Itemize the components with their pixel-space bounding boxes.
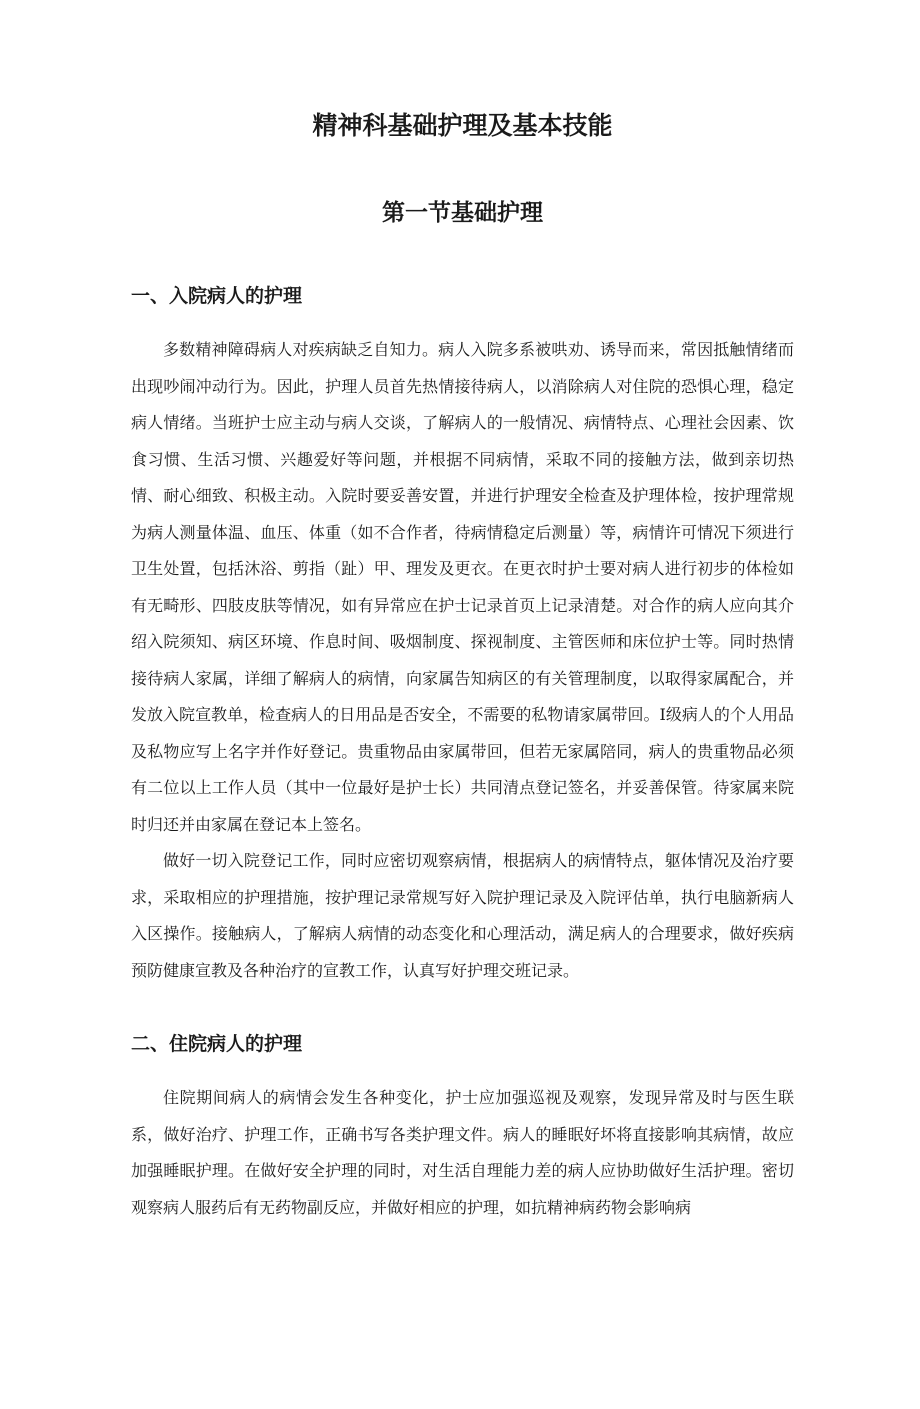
paragraph: 住院期间病人的病情会发生各种变化，护士应加强巡视及观察，发现异常及时与医生联系，做好治疗、护理工作，正确书写各类护理文件。病人的睡眠好坏将直接影响其病情，故应加强睡眠护理。在做好安全护理的同时，对生活自理能力差的病人应协助做好生活护理。密切观察病人服药后有无药物副反应，并做好相应的护理，如抗精神病药物会影响病 [131, 1088, 794, 1217]
heading-inpatient-care: 二、住院病人的护理 [131, 1033, 303, 1055]
heading-admission-care: 一、入院病人的护理 [131, 285, 303, 307]
paragraph: 做好一切入院登记工作，同时应密切观察病情，根据病人的病情特点，躯体情况及治疗要求，采取相应的护理措施，按护理记录常规写好入院护理记录及入院评估单，执行电脑新病人入区操作。接触病人，了解病人病情的动态变化和心理活动，满足病人的合理要求，做好疾病预防健康宣教及各种治疗的宣教工作，认真写好护理交班记录。 [131, 851, 794, 980]
document-title: 精神科基础护理及基本技能 [312, 111, 613, 140]
document-page [0, 108, 920, 1409]
paragraph: 多数精神障碍病人对疾病缺乏自知力。病人入院多系被哄劝、诱导而来，常因抵触情绪而出现吵闹冲动行为。因此，护理人员首先热情接待病人，以消除病人对住院的恐惧心理，稳定病人情绪。当班护士应主动与病人交谈，了解病人的一般情况、病情特点、心理社会因素、饮食习惯、生活习惯、兴趣爱好等问题，并根据不同病情，采取不同的接触方法，做到亲切热情、耐心细致、积极主动。入院时要妥善安置，并进行护理安全检查及护理体检，按护理常规为病人测量体温、血压、体重（如不合作者，待病情稳定后测量）等，病情许可情况下须进行卫生处置，包括沐浴、剪指（趾）甲、理发及更衣。在更衣时护士要对病人进行初步的体检如有无畸形、四肢皮肤等情况，如有异常应在护士记录首页上记录清楚。对合作的病人应向其介绍入院须知、病区环境、作息时间、吸烟制度、探视制度、主管医师和床位护士等。同时热情接待病人家属，详细了解病人的病情，向家属告知病区的有关管理制度，以取得家属配合，并发放入院宣教单，检查病人的日用品是否安全，不需要的私物请家属带回。I级病人的个人用品及私物应写上名字并作好登记。贵重物品由家属带回，但若无家属陪同，病人的贵重物品必须有二位以上工作人员（其中一位最好是护士长）共同清点登记签名，并妥善保管。待家属来院时归还并由家属在登记本上签名。 [131, 340, 794, 834]
section-title: 第一节基础护理 [382, 199, 543, 226]
